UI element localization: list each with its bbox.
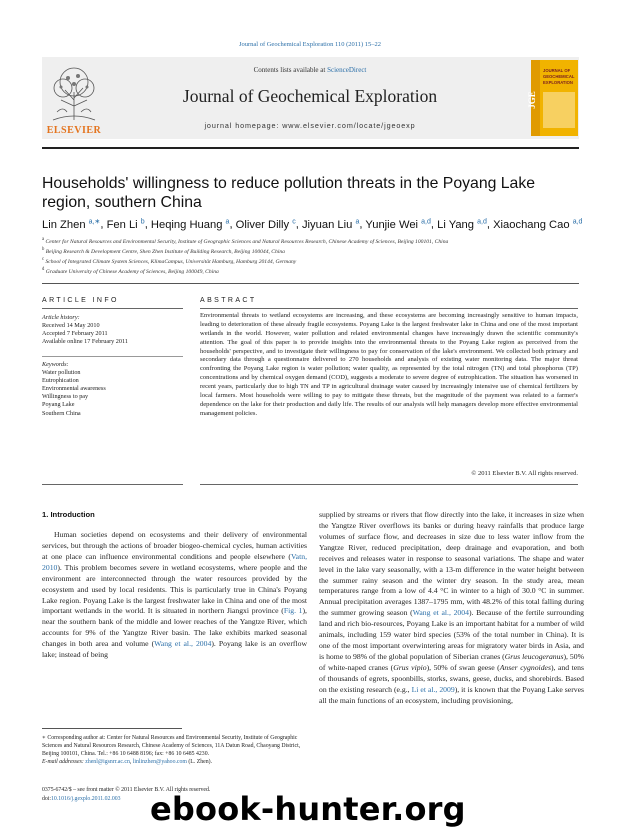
author[interactable]: Oliver Dilly $^c$ (235, 218, 296, 231)
citation-link[interactable]: Li et al., 2009 (411, 684, 455, 694)
history-label: Article history: (42, 314, 80, 321)
doi-line: doi:10.1016/j.gexplo.2011.02.003 (42, 795, 121, 802)
figure-link[interactable]: Fig. 1 (283, 606, 303, 616)
journal-homepage (110, 121, 510, 130)
author[interactable]: Yunjie Wei $^{a,d}$ (365, 218, 431, 231)
author[interactable]: Heqing Huang $^a$ (150, 218, 230, 231)
email-addresses: E-mail addresses: zhenl@igsnrr.ac.cn, linlinzhen@yahoo.com (L. Zhen). (42, 759, 213, 766)
elsevier-wordmark: ELSEVIER (46, 125, 102, 136)
article-info-bottom-rule (42, 484, 183, 485)
corresponding-author-footnote (42, 734, 307, 766)
author[interactable]: Xiaochang Cao $^{a,d}$ (493, 218, 583, 231)
contents-line (110, 66, 510, 74)
elsevier-tree-logo[interactable] (43, 60, 105, 132)
citation-link[interactable]: Vatn, 2010 (42, 551, 307, 572)
abstract-bottom-rule (200, 484, 578, 485)
abstract-text: Environmental threats to wetland ecosystems are increasing, and these ecosystems are becoming increasingly sensitive to human impacts, leading to deterioration of these already fragile ecosystems. Poyang Lake is the largest freshwater lake in China and one of the most important wetlands in the world. However, water pollution and related environmental changes have increasingly drawn the scientific community's attention. The goal of this paper is to provide insights into the environmental threats to the Poyang Lake region as perceived from the households' perspective, and to investigate their willingness to pay for conservation of the lake's environment. We collected both primary and secondary data through a questionnaire delivered to 270 households and analysis of existing water monitoring data. The major threat confronting the Poyang Lake region is water pollution; water quality, as represented by the total nitrogen (TN) and total phosphorus (TP) concentrations and by chemical oxygen demand (COD), suggests a moderate to severe degree of eutrophication. The situation has worsened in recent years, particularly due to high TN and TP in agricultural drainage water caused by increasingly intensive use of chemical fertilizers by local farmers. Most households were willing to pay to mitigate these threats, but the magnitude of the payment was related to a farmer's dependence on the lake for their production and daily life. The results of our analysis will help managers develop more effective environmental management policies. (200, 312, 578, 417)
article-history (42, 314, 187, 346)
doi-link[interactable]: 10.1016/j.gexplo.2011.02.003 (51, 795, 121, 802)
cover-title-line-1: JOURNAL OF (543, 68, 571, 73)
body-left-column (42, 530, 307, 661)
issn-line: 0375-6742/$ – see front matter © 2011 Elsevier B.V. All rights reserved. (42, 787, 211, 793)
affiliation: $^d$ Graduate University of Chinese Academy of Sciences, Beijing 100049, China (42, 267, 219, 276)
article-title: Households' willingness to reduce pollution threats in the Poyang Lake region, southern China (42, 175, 536, 211)
abstract-heading: ABSTRACT (200, 297, 257, 304)
abstract-copyright: © 2011 Elsevier B.V. All rights reserved. (471, 470, 578, 477)
cover-title-line-3: EXPLORATION (543, 80, 573, 85)
history-accepted: Accepted 7 February 2011 (42, 330, 108, 338)
affiliation-rule (42, 283, 579, 284)
citation-link[interactable]: Wang et al., 2004 (154, 639, 212, 649)
body-paragraph: supplied by streams or rivers that flow directly into the lake, it increases in size when the Yangtze River overflows its banks or during heavy rainfalls that produce large volumes of surface flow, and decreases in size due to less water inflow from the Yangtze River, reduced precipitation, deep drainage and evaporation, and both receives and releases water in response to seasonal variations. The shape and water level in the lake vary seasonally, with a 13-m difference in the water height between the summer rainy season and the winter dry season. In the study area, mean temperatures range from a low of 4.4 °C in winter to a high of 30.0 °C in summer. Annual precipitation averages 1387–1795 mm, with 48.2% of this total falling during the summer growing season (Wang et al., 2004). Because of the fertile surrounding land and rich bio-resources, Poyang Lake is an important habitat for a number of wild animals, including 159 water bird species (53% of the total number in China). It is one of the most important overwintering areas for migratory water birds in Asia, and is home to 98% of the global population of Siberian cranes (Grus leucogeranus), 50% of white-naped cranes (Grus vipio), 50% of swan geese (Anser cygnoides), and tens of thousands of egrets, spoonbills, storks, swans, geese, ducks, and shorebirds. Based on the existing research (e.g., Li et al., 2009), it is known that the Poyang Lake serves all the main functions of an ecosystem, including provisioning, (319, 510, 585, 705)
contents-prefix: Contents lists available at (253, 66, 328, 74)
author-list: Lin Zhen $^{a,∗}$, Fen Li $^b$, Heqing Huang $^a$, Oliver Dilly $^c$, Jiyuan Liu $^a$, Yunjie Wei $^{a,d}$, Li Yang $^{a,d}$, Xiaochang Cao $^{a,d}$ (42, 218, 583, 231)
affiliations (42, 236, 587, 277)
citation-link[interactable]: Wang et al., 2004 (412, 608, 469, 618)
cover-label: JGE (527, 91, 537, 109)
keyword: Southern China (42, 409, 81, 417)
keyword: Eutrophication (42, 377, 79, 385)
journal-title: Journal of Geochemical Exploration (182, 86, 438, 106)
affiliation: $^b$ Beijing Research & Development Centre, Shen Zhen Institute of Building Research, Beijing 100044, China (42, 247, 285, 256)
author[interactable]: Fen Li $^b$ (106, 218, 145, 231)
corresponding-author: ∗ Corresponding author at: Center for Natural Resources and Environmental Security, Institute of Geographic Sciences and Natural Resources Research, Chinese Academy of Sciences, 11A Datun Road, Chaoyang District, Beijing 100101, China. Tel.: +86 10 6488 8196; fax: +86 10 6485 4230. (42, 735, 301, 758)
body-right-column (319, 510, 584, 707)
article-info-heading: ARTICLE INFO (42, 297, 119, 304)
email-link[interactable]: linlinzhen@yahoo.com (132, 759, 187, 766)
abstract-rule (200, 308, 578, 309)
journal-reference[interactable]: Journal of Geochemical Exploration 110 (2011) 15–22 (238, 41, 382, 48)
affiliation: $^a$ Center for Natural Resources and Environmental Security, Institute of Geographic Sciences and Natural Resources Research, Chinese Academy of Sciences, Beijing 100101, China (42, 237, 449, 245)
sciencedirect-link[interactable]: ScienceDirect (327, 66, 367, 74)
keywords-label: Keywords: (42, 361, 69, 368)
author[interactable]: Lin Zhen $^{a,∗}$ (42, 218, 101, 231)
keyword: Willingness to pay (42, 393, 89, 401)
keyword: Environmental awareness (42, 385, 106, 393)
homepage-prefix: journal homepage: (204, 121, 283, 130)
keyword: Water pollution (42, 369, 81, 377)
article-info-divider (42, 356, 183, 357)
section-heading-introduction: 1. Introduction (42, 510, 95, 519)
keywords (42, 361, 187, 418)
journal-cover-thumbnail[interactable] (527, 60, 578, 136)
footnote-rule (42, 728, 182, 729)
author[interactable]: Jiyuan Liu $^a$ (301, 218, 360, 231)
cover-title-line-2: GEOCHEMICAL (543, 74, 575, 79)
intro-paragraph: Human societies depend on ecosystems and their delivery of environmental services, but through the actions of broader biogeo-chemical cycles, human activities at one place can influence environmental conditions and people elsewhere (Vatn, 2010). This problem becomes severe in wetland ecosystems, where people and the environment are interconnected through the water resources provided by the ecosystem and used by local residents. This is particularly true in China's Poyang Lake region. Poyang Lake is the largest freshwater lake in China and one of the most important wetlands in the world. It is situated in northern Jiangxi province (Fig. 1), near the southern bank of the middle and lower reaches of the Yangtze River, which accounts for 9% of the Yangtze River basin. The lake exhibits marked seasonal changes in both area and volume (Wang et al., 2004). Poyang lake is an overflow lake; instead of being (42, 530, 308, 660)
affiliation: $^c$ School of Integrated Climate System Sciences, KlimaCampus, Universität Hamburg, Hamburg 20144, Germany (42, 257, 297, 266)
keyword: Poyang Lake (42, 401, 75, 409)
header-rule (42, 147, 579, 149)
article-info-rule (42, 308, 183, 309)
history-received: Received 14 May 2010 (42, 322, 100, 330)
homepage-link[interactable]: www.elsevier.com/locate/jgeoexp (282, 121, 416, 130)
watermark-text: ebook-hunter.org (150, 790, 466, 828)
email-link[interactable]: zhenl@igsnrr.ac.cn (85, 759, 130, 766)
history-online: Available online 17 February 2011 (42, 338, 128, 346)
author[interactable]: Li Yang $^{a,d}$ (437, 218, 487, 231)
